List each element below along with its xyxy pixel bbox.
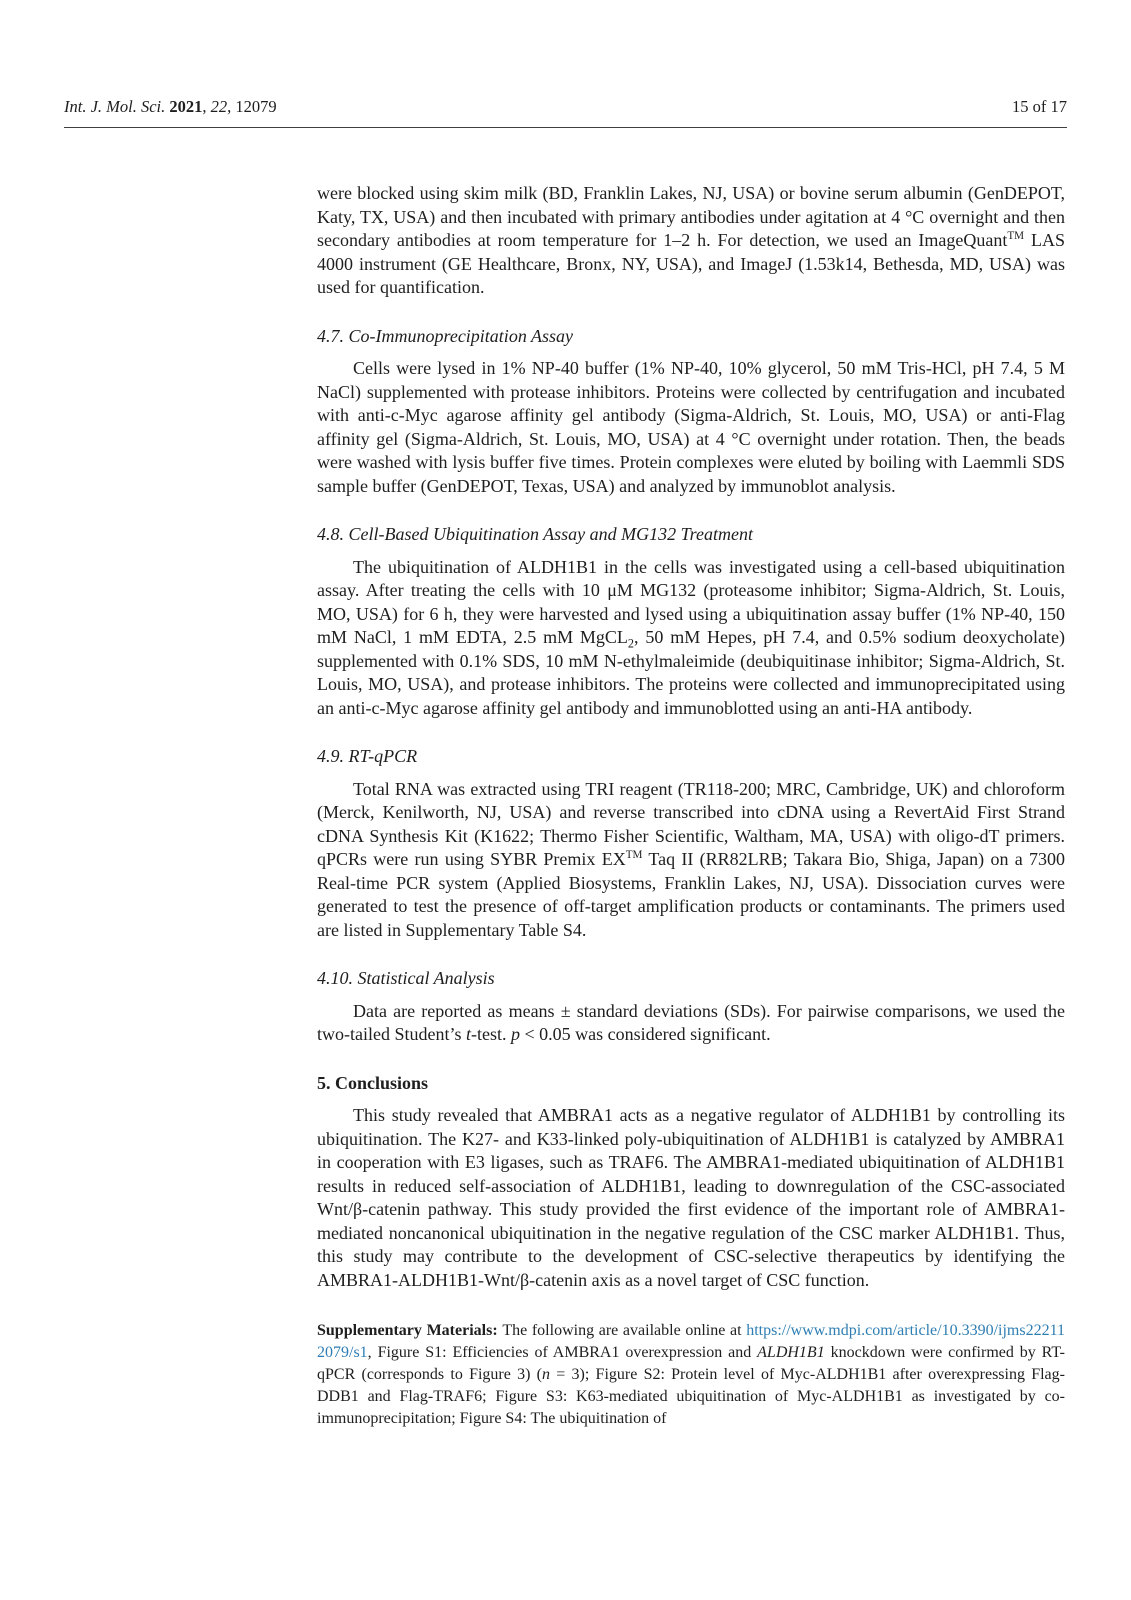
text-run: 4.10. Statistical Analysis bbox=[317, 968, 495, 988]
text-run: Int. J. Mol. Sci. bbox=[64, 97, 170, 116]
text-run: 2021 bbox=[169, 97, 203, 116]
text-run: = 3); Figure S2: Protein level of Myc-ALDH1B1 after overexpressing Flag-DDB1 and Flag-TRAF6; Figure S3: K63-mediated ubiquitination of Myc-ALDH1B1 as investigated by co-immunoprecipitation; Figure S4: The ubiquitination of bbox=[317, 1366, 1065, 1427]
text-run: p bbox=[511, 1024, 520, 1044]
heading-5-conclusions bbox=[317, 1072, 1065, 1096]
journal-citation bbox=[64, 97, 277, 117]
text-run: Total RNA was extracted using TRI reagent (TR118-200; MRC, Cambridge, UK) and chloroform (Merck, Kenilworth, NJ, USA) and reverse transcribed into cDNA using a RevertAid First Strand cDNA Synthesis Kit (K1622; Thermo Fisher Scientific, Waltham, MA, USA) with oligo-dT primers. qPCRs were run using SYBR Premix EX bbox=[317, 778, 1065, 869]
heading-4-10 bbox=[317, 967, 1065, 991]
text-run: knockdown were confirmed by RT-qPCR (corresponds to Figure 3) ( bbox=[317, 1344, 1066, 1383]
heading-4-8 bbox=[317, 523, 1065, 547]
text-run: This study revealed that AMBRA1 acts as a negative regulator of ALDH1B1 by controlling its ubiquitination. The K27- and K33-linked poly-ubiquitination of ALDH1B1 is catalyzed by AMBRA1 in cooperation with E3 ligases, such as TRAF6. The AMBRA1-mediated ubiquitination of ALDH1B1 results in reduced self-association of ALDH1B1, leading to downregulation of the CSC-associated Wnt/β-catenin pathway. This study provided the first evidence of the important role of AMBRA1-mediated noncanonical ubiquitination in the negative regulation of the CSC marker ALDH1B1. Thus, this study may contribute to the development of CSC-selective therapeutics by identifying the AMBRA1-ALDH1B1-Wnt/β-catenin axis as a novel target of CSC function. bbox=[317, 1105, 1065, 1290]
text-run: Data are reported as means ± standard deviations (SDs). For pairwise comparisons, we used the two-tailed Student’s bbox=[317, 1000, 1065, 1044]
paragraph-statistics bbox=[317, 1000, 1065, 1047]
text-run: ALDH1B1 bbox=[757, 1344, 825, 1361]
text-run: Supplementary Materials: bbox=[317, 1322, 503, 1339]
paragraph-rt-qpcr bbox=[317, 778, 1065, 943]
text-run: Cells were lysed in 1% NP-40 buffer (1% NP-40, 10% glycerol, 50 mM Tris-HCl, pH 7.4, 5 M NaCl) supplemented with protease inhibitors. Proteins were collected by centrifugation and incubated with anti-c-Myc agarose affinity gel antibody (Sigma-Aldrich, St. Louis, MO, USA) or anti-Flag affinity gel (Sigma-Aldrich, St. Louis, MO, USA) at 4 °C overnight under rotation. Then, the beads were washed with lysis buffer five times. Protein complexes were eluted by boiling with Laemmli SDS sample buffer (GenDEPOT, Texas, USA) and analyzed by immunoblot analysis. bbox=[317, 358, 1065, 496]
text-run: , bbox=[202, 97, 211, 116]
text-run: 5. Conclusions bbox=[317, 1072, 429, 1093]
supplementary-link[interactable]: https://www.mdpi.com/article/10.3390/ijms222112079/s1 bbox=[317, 1322, 1065, 1361]
text-run: -test. bbox=[471, 1024, 511, 1044]
text-run: TM bbox=[1007, 230, 1025, 242]
text-run: 4.7. Co-Immunoprecipitation Assay bbox=[317, 325, 573, 346]
paragraph-western-blot bbox=[317, 182, 1065, 300]
heading-4-9 bbox=[317, 745, 1065, 769]
text-run: 4.8. Cell-Based Ubiquitination Assay and MG132 Treatment bbox=[317, 524, 753, 544]
text-run: n bbox=[542, 1366, 550, 1383]
header-rule bbox=[64, 127, 1067, 128]
journal-page bbox=[0, 97, 1131, 1430]
article-body bbox=[317, 182, 1065, 1430]
paragraph-co-ip bbox=[317, 357, 1065, 498]
text-run: TM bbox=[625, 849, 643, 861]
paragraph-supplementary bbox=[317, 1320, 1065, 1430]
text-run: were blocked using skim milk (BD, Franklin Lakes, NJ, USA) or bovine serum albumin (GenDEPOT, Katy, TX, USA) and then incubated with primary antibodies under agitation at 4 °C overnight and then secondary antibodies at room temperature for 1–2 h. For detection, we used an ImageQuant bbox=[317, 183, 1065, 250]
text-run: < 0.05 was considered significant. bbox=[520, 1024, 771, 1044]
text-run: LAS 4000 instrument (GE Healthcare, Bronx, NY, USA), and ImageJ (1.53k14, Bethesda, MD, USA) was used for quantification. bbox=[317, 230, 1065, 297]
heading-4-7 bbox=[317, 325, 1065, 349]
text-run: The ubiquitination of ALDH1B1 in the cells was investigated using a cell-based ubiquitination assay. After treating the cells with 10 μM MG132 (proteasome inhibitor; Sigma-Aldrich, St. Louis, MO, USA) for 6 h, they were harvested and lysed using a ubiquitination assay buffer (1% NP-40, 150 mM NaCl, 1 mM EDTA, 2.5 mM MgCL bbox=[317, 556, 1065, 647]
text-run: Taq II (RR82LRB; Takara Bio, Shiga, Japan) on a 7300 Real-time PCR system (Applied Biosystems, Franklin Lakes, NJ, USA). Dissociation curves were generated to test the presence of off-target amplification products or contaminants. The primers used are listed in Supplementary Table S4. bbox=[317, 849, 1065, 940]
text-run: t bbox=[465, 1024, 471, 1044]
text-run: , 12079 bbox=[227, 97, 277, 116]
text-run: 22 bbox=[210, 97, 228, 116]
text-run: , Figure S1: Efficiencies of AMBRA1 overexpression and bbox=[367, 1344, 758, 1361]
text-run: 4.9. RT-qPCR bbox=[317, 746, 418, 766]
page-header bbox=[64, 97, 1067, 117]
text-run: , 50 mM Hepes, pH 7.4, and 0.5% sodium deoxycholate) supplemented with 0.1% SDS, 10 mM N-ethylmaleimide (deubiquitinase inhibitor; Sigma-Aldrich, St. Louis, MO, USA), and protease inhibitors. The proteins were collected and immunoprecipitated using an anti-c-Myc agarose affinity gel antibody and immunoblotted using an anti-HA antibody. bbox=[317, 627, 1065, 718]
text-run: 2 bbox=[627, 636, 635, 651]
page-number: 15 of 17 bbox=[1012, 97, 1067, 116]
paragraph-ubiquitination-assay bbox=[317, 556, 1065, 721]
paragraph-conclusions bbox=[317, 1104, 1065, 1292]
text-run: The following are available online at bbox=[502, 1322, 747, 1339]
